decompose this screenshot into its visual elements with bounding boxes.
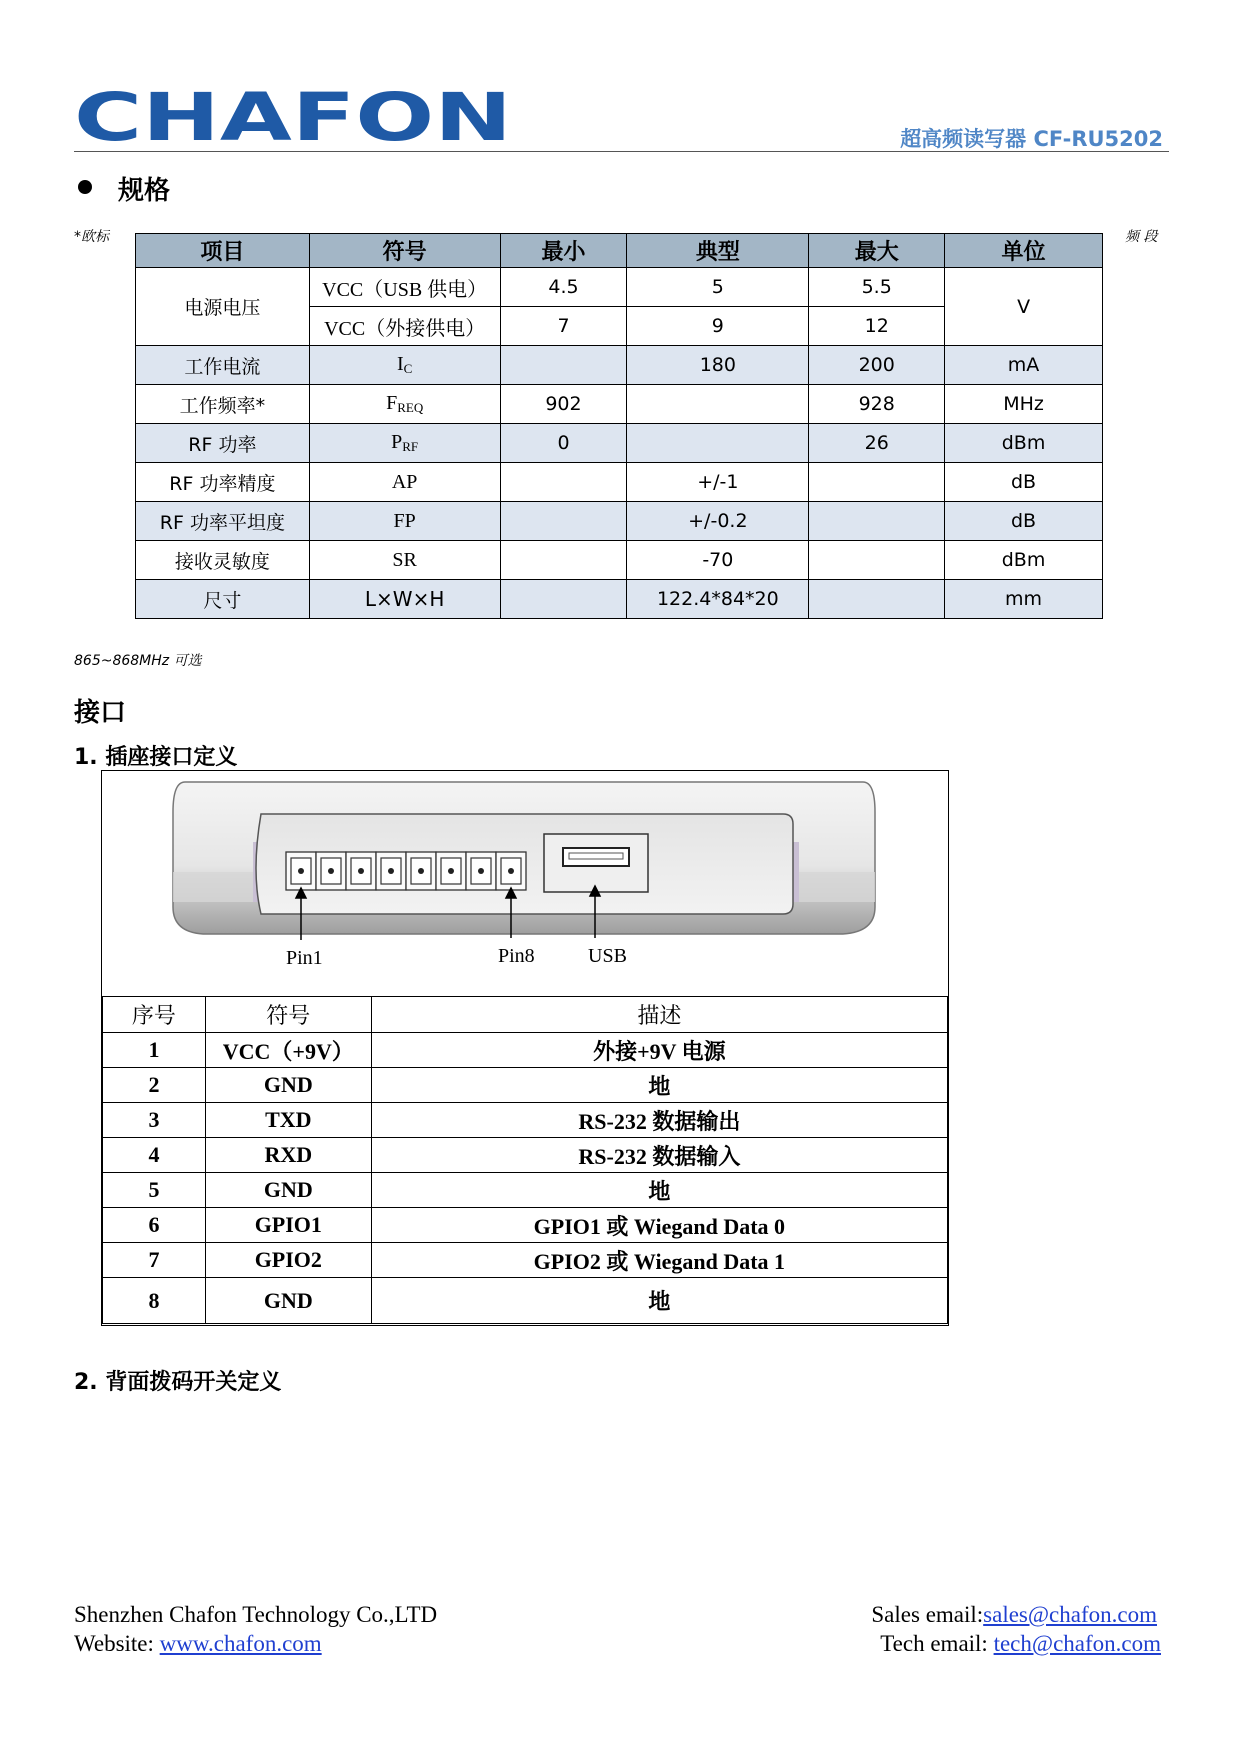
- max-cell: 12: [809, 307, 945, 346]
- min-cell: [500, 463, 627, 502]
- table-row: [136, 385, 1103, 424]
- unit-cell: mA: [945, 346, 1103, 385]
- table-row: [103, 1103, 948, 1138]
- tech-email-label: Tech email:: [880, 1631, 994, 1656]
- unit-cell: V: [945, 268, 1103, 346]
- item-cell: 工作频率*: [136, 385, 310, 424]
- min-cell: [500, 346, 627, 385]
- item-cell: 接收灵敏度: [136, 541, 310, 580]
- usb-tongue: [569, 853, 623, 859]
- table-row: [103, 1068, 948, 1103]
- table-row: [103, 1208, 948, 1243]
- symbol-main: FP: [393, 509, 416, 532]
- pin-symbol-cell: GPIO2: [205, 1243, 371, 1278]
- company-name: Shenzhen Chafon Technology Co.,LTD: [74, 1602, 438, 1627]
- col-typ: 典型: [627, 234, 809, 268]
- sales-email-line: [871, 1602, 1157, 1628]
- symbol-cell: [309, 541, 500, 580]
- pin-symbol-cell: VCC（+9V）: [205, 1033, 371, 1068]
- pin-symbol-cell: GND: [205, 1068, 371, 1103]
- max-cell: [809, 580, 945, 619]
- max-cell: 5.5: [809, 268, 945, 307]
- tech-email-line: [880, 1631, 1161, 1657]
- table-row: [136, 502, 1103, 541]
- typ-cell: -70: [627, 541, 809, 580]
- unit-cell: dB: [945, 502, 1103, 541]
- symbol-subscript: RF: [402, 439, 419, 454]
- pin-description-cell: 地: [371, 1173, 947, 1208]
- tech-email-link[interactable]: tech@chafon.com: [993, 1631, 1161, 1656]
- pin-number-cell: 2: [103, 1068, 206, 1103]
- symbol-cell: [309, 463, 500, 502]
- symbol-subscript: C: [403, 361, 413, 376]
- power-item: 电源电压: [136, 268, 310, 346]
- pin-header-row: [103, 997, 948, 1033]
- min-cell: 0: [500, 424, 627, 463]
- logo-text: CHAFON: [74, 84, 512, 146]
- symbol-cell: [309, 385, 500, 424]
- pin-description-cell: GPIO2 或 Wiegand Data 1: [371, 1243, 947, 1278]
- item-cell: 尺寸: [136, 580, 310, 619]
- usb-label: USB: [588, 945, 627, 967]
- typ-cell: 122.4*84*20: [627, 580, 809, 619]
- typ-cell: [627, 424, 809, 463]
- unit-cell: MHz: [945, 385, 1103, 424]
- min-cell: [500, 541, 627, 580]
- symbol-main: AP: [391, 470, 418, 493]
- spec-table: [135, 233, 1103, 619]
- table-row: [103, 1033, 948, 1068]
- bullet-icon: [78, 180, 92, 194]
- pin-description-cell: RS-232 数据输出: [371, 1103, 947, 1138]
- band-note: 频 段: [1125, 229, 1158, 245]
- website-line: [74, 1631, 322, 1657]
- table-row: [136, 268, 1103, 307]
- symbol-cell: [309, 346, 500, 385]
- unit-cell: mm: [945, 580, 1103, 619]
- pin1-label: Pin1: [286, 947, 323, 969]
- symbol-cell: [309, 502, 500, 541]
- eu-standard-note: *欧标: [74, 229, 109, 245]
- pin-description-cell: 地: [371, 1068, 947, 1103]
- symbol-cell: [309, 424, 500, 463]
- pin-symbol-cell: GND: [205, 1278, 371, 1324]
- spec-header-row: [136, 234, 1103, 268]
- typ-cell: +/-1: [627, 463, 809, 502]
- col-number: 序号: [103, 997, 206, 1033]
- max-cell: 26: [809, 424, 945, 463]
- sales-email-label: Sales email:: [871, 1602, 984, 1627]
- min-cell: 4.5: [500, 268, 627, 307]
- item-cell: 工作电流: [136, 346, 310, 385]
- symbol-cell: VCC（USB 供电）: [309, 268, 500, 307]
- symbol-subscript: REQ: [397, 400, 424, 415]
- typ-cell: +/-0.2: [627, 502, 809, 541]
- table-row: [103, 1278, 948, 1324]
- table-row: [103, 1138, 948, 1173]
- table-row: [136, 463, 1103, 502]
- max-cell: [809, 502, 945, 541]
- max-cell: 200: [809, 346, 945, 385]
- pin-symbol-cell: RXD: [205, 1138, 371, 1173]
- pin-description-cell: RS-232 数据输入: [371, 1138, 947, 1173]
- pin-number-cell: 4: [103, 1138, 206, 1173]
- symbol-main: F: [386, 392, 398, 414]
- pin-number-cell: 6: [103, 1208, 206, 1243]
- pin-number-cell: 3: [103, 1103, 206, 1138]
- col-item: 项目: [136, 234, 310, 268]
- unit-cell: dBm: [945, 541, 1103, 580]
- pin-symbol-cell: GND: [205, 1173, 371, 1208]
- interface-heading: 接口: [74, 698, 127, 728]
- table-row: [103, 1243, 948, 1278]
- pin-number-cell: 5: [103, 1173, 206, 1208]
- typ-cell: 5: [627, 268, 809, 307]
- sales-email-link[interactable]: sales@chafon.com: [983, 1602, 1157, 1627]
- col-min: 最小: [500, 234, 627, 268]
- max-cell: [809, 463, 945, 502]
- pin-symbol-cell: GPIO1: [205, 1208, 371, 1243]
- pin-number-cell: 1: [103, 1033, 206, 1068]
- spec-heading: 规格: [118, 176, 171, 206]
- pin-number-cell: 8: [103, 1278, 206, 1324]
- symbol-main: L×W×H: [364, 587, 445, 611]
- table-row: [103, 1173, 948, 1208]
- pin-description-cell: GPIO1 或 Wiegand Data 0: [371, 1208, 947, 1243]
- pin-table: [102, 996, 948, 1324]
- chafon-logo: [74, 84, 514, 146]
- typ-cell: 9: [627, 307, 809, 346]
- max-cell: 928: [809, 385, 945, 424]
- item-cell: RF 功率平坦度: [136, 502, 310, 541]
- socket-definition-heading: 1. 插座接口定义: [74, 745, 238, 770]
- col-max: 最大: [809, 234, 945, 268]
- pin-number-cell: 7: [103, 1243, 206, 1278]
- min-cell: [500, 580, 627, 619]
- symbol-main: P: [391, 431, 403, 453]
- symbol-main: I: [396, 353, 404, 375]
- col-symbol: 符号: [205, 997, 371, 1033]
- min-cell: 7: [500, 307, 627, 346]
- table-row: [136, 541, 1103, 580]
- pin-description-cell: 外接+9V 电源: [371, 1033, 947, 1068]
- max-cell: [809, 541, 945, 580]
- symbol-main: SR: [392, 548, 417, 571]
- item-cell: RF 功率精度: [136, 463, 310, 502]
- connector-figure: [101, 770, 949, 1326]
- typ-cell: 180: [627, 346, 809, 385]
- symbol-cell: [309, 580, 500, 619]
- header-divider: [74, 151, 1169, 152]
- document-title: 超高频读写器 CF-RU5202: [900, 127, 1163, 151]
- website-link[interactable]: www.chafon.com: [159, 1631, 322, 1656]
- dip-switch-heading: 2. 背面拨码开关定义: [74, 1370, 282, 1395]
- website-label: Website:: [74, 1631, 160, 1656]
- item-cell: RF 功率: [136, 424, 310, 463]
- table-row: [136, 424, 1103, 463]
- unit-cell: dBm: [945, 424, 1103, 463]
- pin8-label: Pin8: [498, 945, 535, 967]
- pin-symbol-cell: TXD: [205, 1103, 371, 1138]
- col-symbol: 符号: [309, 234, 500, 268]
- table-row: [136, 346, 1103, 385]
- col-description: 描述: [371, 997, 947, 1033]
- col-unit: 单位: [945, 234, 1103, 268]
- unit-cell: dB: [945, 463, 1103, 502]
- typ-cell: [627, 385, 809, 424]
- frequency-footnote: 865~868MHz 可选: [74, 653, 202, 669]
- symbol-cell: VCC（外接供电）: [309, 307, 500, 346]
- table-row: [136, 580, 1103, 619]
- pin-description-cell: 地: [371, 1278, 947, 1324]
- min-cell: [500, 502, 627, 541]
- min-cell: 902: [500, 385, 627, 424]
